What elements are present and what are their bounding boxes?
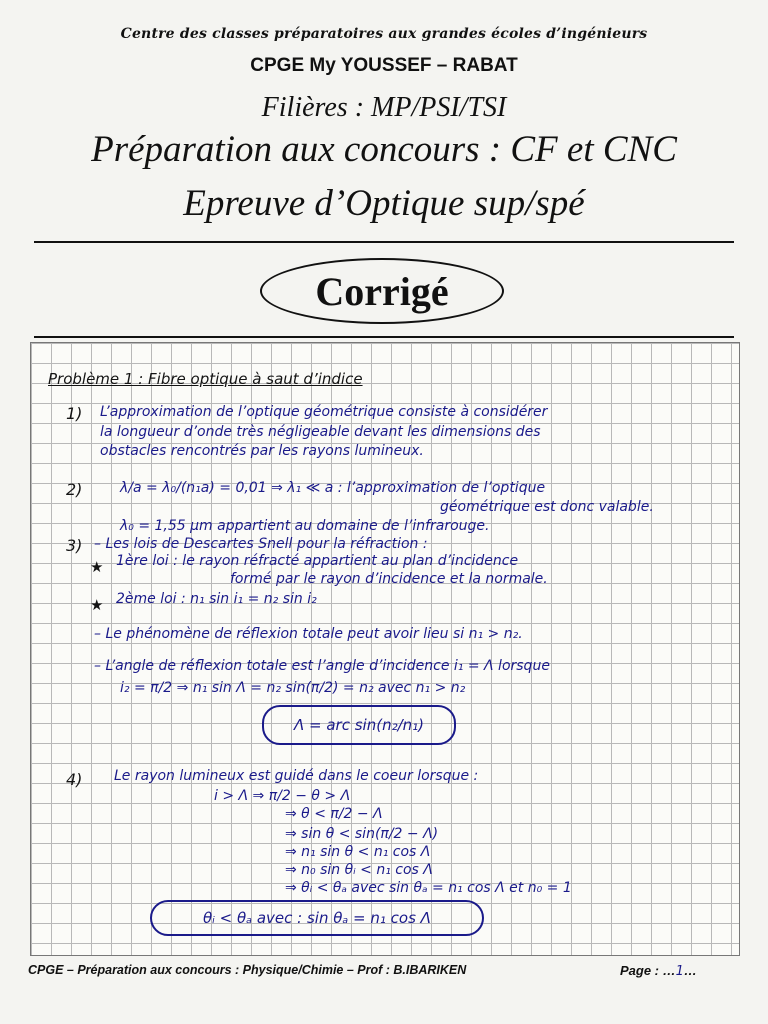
q1-line3: obstacles rencontrés par les rayons lumineux. [100,443,424,459]
q3-line5: – Le phénomène de réflexion totale peut avoir lieu si n₁ > n₂. [94,626,523,642]
q3-result-box: Λ = arc sin(n₂/n₁) [262,705,456,745]
q2-line1: λ/a = λ₀/(n₁a) = 0,01 ⇒ λ₁ ≪ a : l’approximation de l’optique [120,480,546,496]
q3-line3: formé par le rayon d’incidence et la normale. [230,571,548,587]
q2-number: 2) [66,480,83,499]
q1-line2: la longueur d’onde très négligeable devant les dimensions des [100,424,541,440]
q2-line3: λ₀ = 1,55 μm appartient au domaine de l’infrarouge. [120,518,490,534]
content-divider [34,336,734,338]
footer-text: CPGE – Préparation aux concours : Physique/Chimie – Prof : B.IBARIKEN [28,963,467,977]
page-number: 1 [675,964,684,979]
preparation-title: Préparation aux concours : CF et CNC [91,129,677,170]
q3-line2: 1ère loi : le rayon réfracté appartient au plan d’incidence [116,553,519,569]
q4-line4: ⇒ sin θ < sin(π/2 − Λ) [285,826,439,842]
institution-name: CPGE My YOUSSEF – RABAT [250,55,518,76]
epreuve-title: Epreuve d’Optique sup/spé [183,183,585,224]
q3-number: 3) [66,536,83,555]
school-name: Centre des classes préparatoires aux grandes écoles d’ingénieurs [120,26,648,42]
filieres-line: Filières : MP/PSI/TSI [261,92,507,123]
q4-line5: ⇒ n₁ sin θ < n₁ cos Λ [285,844,431,860]
corrige-badge [260,258,504,324]
bullet-star: ★ [90,596,104,614]
page-label: Page : [620,963,660,978]
q1-line1: L’approximation de l’optique géométrique consiste à considérer [100,404,548,420]
q3-line7: i₂ = π/2 ⇒ n₁ sin Λ = n₂ sin(π/2) = n₂ avec n₁ > n₂ [120,680,466,696]
q2-line2: géométrique est donc valable. [440,499,654,515]
q4-line3: ⇒ θ < π/2 − Λ [285,806,383,822]
corrige-label: Corrigé [315,268,449,314]
q1-number: 1) [66,404,83,423]
header-divider [34,241,734,243]
q4-result-box: θᵢ < θₐ avec : sin θₐ = n₁ cos Λ [150,900,484,936]
q4-line7: ⇒ θᵢ < θₐ avec sin θₐ = n₁ cos Λ et n₀ = 1 [285,880,572,896]
bullet-star: ★ [90,558,104,576]
problem-title: Problème 1 : Fibre optique à saut d’indice [48,370,363,388]
q4-line1: Le rayon lumineux est guidé dans le coeur lorsque : [114,768,479,784]
q4-line6: ⇒ n₀ sin θᵢ < n₁ cos Λ [285,862,433,878]
q4-number: 4) [66,770,83,789]
q3-line1: – Les lois de Descartes Snell pour la réfraction : [94,536,428,552]
q3-line4: 2ème loi : n₁ sin i₁ = n₂ sin i₂ [116,591,317,607]
q3-line6: – L’angle de réflexion totale est l’angle d’incidence i₁ = Λ lorsque [94,658,550,674]
q4-line2: i > Λ ⇒ π/2 − θ > Λ [214,788,351,804]
page-indicator: Page : …1… [620,963,697,979]
